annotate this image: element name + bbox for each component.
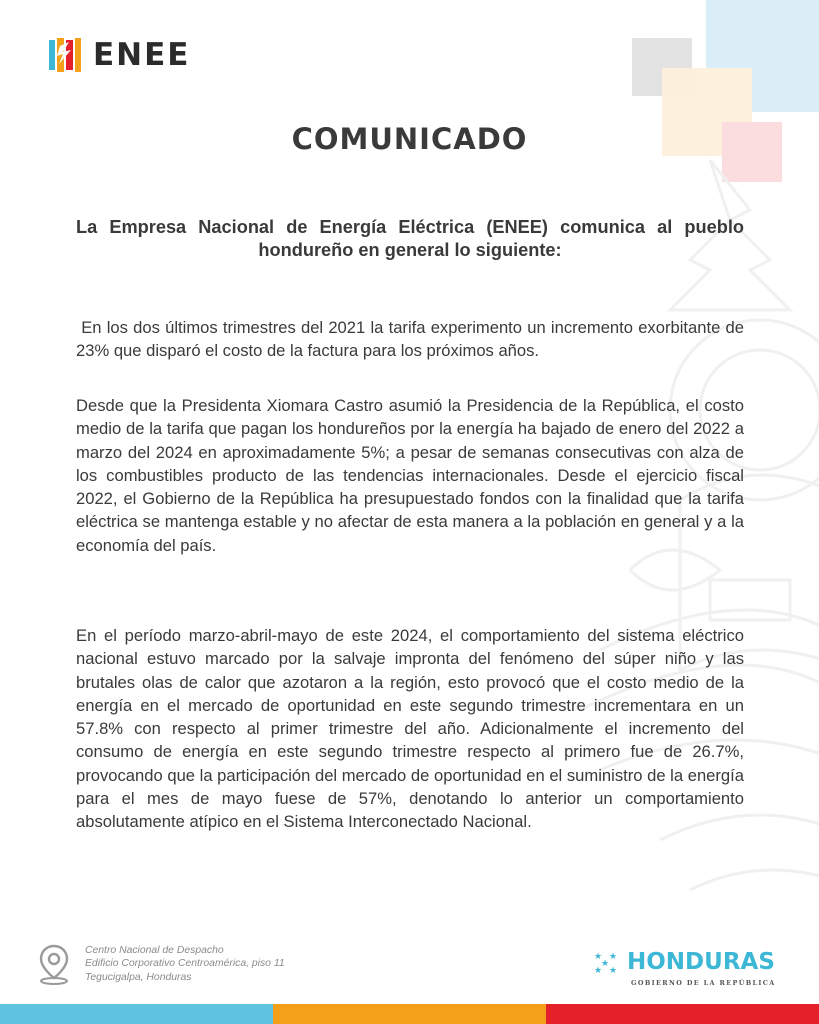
footer-bar-orange: [273, 1004, 546, 1024]
paragraph-1: En los dos últimos trimestres del 2021 la tarifa experimento un incremento exorbitante de 23% que disparó el costo de la factura para los próximos años.: [76, 318, 749, 361]
honduras-subtitle: GOBIERNO DE LA REPÚBLICA: [631, 979, 776, 987]
footer-address: [85, 944, 285, 984]
enee-logo: [49, 38, 190, 72]
svg-text:★: ★: [609, 952, 618, 962]
honduras-wordmark: HONDURAS: [627, 949, 775, 975]
svg-text:★: ★: [594, 952, 603, 962]
paragraph-2: Desde que la Presidenta Xiomara Castro asumió la Presidencia de la República, el costo medio de la tarifa que pagan los hondureños por la energía ha bajado de enero del 2022 a marzo del 2024 en aproximadamente 5%; a pesar de semanas consecutivas con alza de los combustibles producto de las tendencias internacionales. Desde el ejercicio fiscal 2022, el Gobierno de la República ha presupuestado fondos con la finalidad que la tarifa eléctrica se mantenga estable y no afectar de esta manera a la población en general y a la economía del país.: [76, 396, 744, 555]
svg-text:★: ★: [594, 966, 603, 976]
address-line-1: Centro Nacional de Despacho: [85, 945, 224, 956]
honduras-brand: [593, 948, 783, 992]
honduras-stars-icon: [593, 950, 629, 976]
page-title: COMUNICADO: [291, 122, 528, 156]
svg-text:★: ★: [609, 966, 618, 976]
location-pin-icon: [36, 944, 72, 986]
logo-text: ENEE: [93, 37, 191, 73]
paragraph-3: En el período marzo-abril-mayo de este 2024, el comportamiento del sistema eléctrico nacional estuvo marcado por la salvaje impronta del fenómeno del súper niño y las brutales olas de calor que azotaron a la región, esto provocó que el costo medio de la energía en el mercado de oportunidad en este segundo trimestre incrementara en un 57.8% con respecto al primer trimestre del año. Adicionalmente el incremento del consumo de energía en este segundo trimestre respecto al primero fue de 26.7%, provocando que la participación del mercado de oportunidad en el suministro de la energía para el mes de mayo fuese de 57%, denotando lo anterior un comportamiento absolutamente atípico en el Sistema Interconectado Nacional.: [76, 626, 744, 832]
footer-bar-blue: [0, 1004, 273, 1024]
address-line-2: Edificio Corporativo Centroamérica, piso 11: [85, 958, 285, 970]
intro-text: La Empresa Nacional de Energía Eléctrica (ENEE) comunica al pueblo hondureño en general lo siguiente:: [76, 217, 744, 260]
svg-text:★: ★: [601, 959, 610, 969]
enee-logo-icon: [49, 38, 81, 72]
address-line-3: Tegucigalpa, Honduras: [85, 971, 192, 983]
footer-bar-red: [546, 1004, 819, 1024]
